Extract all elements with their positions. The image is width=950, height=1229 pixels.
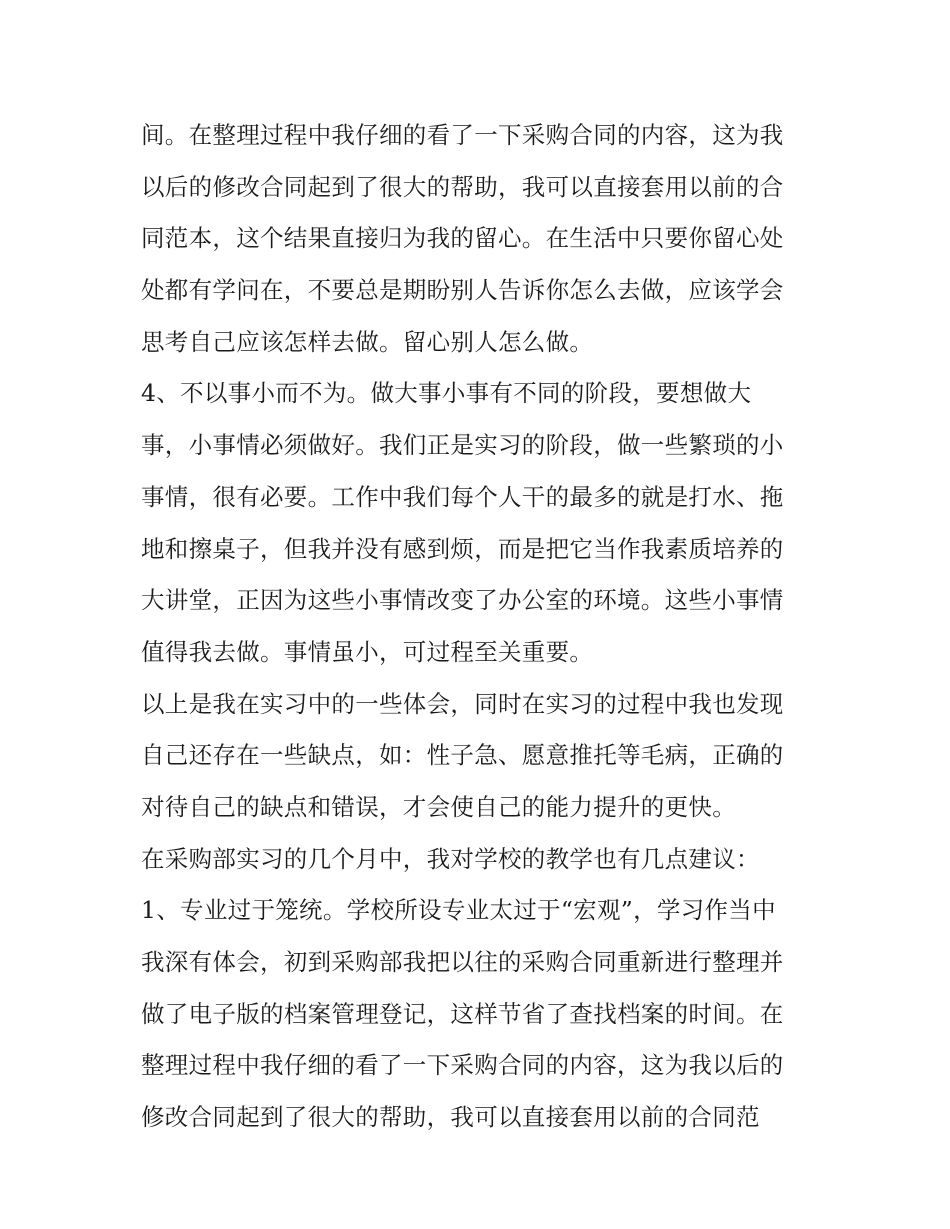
text-line: 整理过程中我仔细的看了一下采购合同的内容，这为我以后的 bbox=[141, 1051, 784, 1080]
text-line: 间。在整理过程中我仔细的看了一下采购合同的内容，这为我 bbox=[141, 121, 784, 149]
text-line: 对待自己的缺点和错误，才会使自己的能力提升的更快。 bbox=[141, 792, 736, 821]
body-text bbox=[141, 110, 821, 1144]
text-line: 4、不以事小而不为。做大事小事有不同的阶段，要想做大 bbox=[141, 379, 752, 408]
text-line: 同范本，这个结果直接归为我的留心。在生活中只要你留心处 bbox=[141, 224, 784, 253]
text-line: 1、专业过于笼统。学校所设专业太过于“宏观”，学习作当中 bbox=[141, 896, 776, 925]
text-line: 事情，很有必要。工作中我们每个人干的最多的就是打水、拖 bbox=[141, 482, 784, 511]
text-line: 地和擦桌子，但我并没有感到烦，而是把它当作我素质培养的 bbox=[141, 534, 784, 563]
text-line: 在采购部实习的几个月中，我对学校的教学也有几点建议： bbox=[141, 844, 760, 873]
text-line: 以后的修改合同起到了很大的帮助，我可以直接套用以前的合 bbox=[141, 172, 784, 201]
text-line: 我深有体会，初到采购部我把以往的采购合同重新进行整理并 bbox=[141, 948, 784, 976]
text-line: 以上是我在实习中的一些体会，同时在实习的过程中我也发现 bbox=[141, 689, 784, 718]
text-line: 处都有学问在，不要总是期盼别人告诉你怎么去做，应该学会 bbox=[141, 276, 784, 305]
text-line: 思考自己应该怎样去做。留心别人怎么做。 bbox=[141, 327, 594, 356]
text-line: 大讲堂，正因为这些小事情改变了办公室的环境。这些小事情 bbox=[141, 586, 784, 615]
text-line: 修改合同起到了很大的帮助，我可以直接套用以前的合同范 bbox=[141, 1103, 760, 1132]
text-line: 自己还存在一些缺点，如：性子急、愿意推托等毛病，正确的 bbox=[141, 741, 784, 770]
text-line: 事，小事情必须做好。我们正是实习的阶段，做一些繁琐的小 bbox=[141, 431, 784, 460]
text-line: 值得我去做。事情虽小，可过程至关重要。 bbox=[141, 637, 594, 666]
text-line: 做了电子版的档案管理登记，这样节省了查找档案的时间。在 bbox=[141, 999, 784, 1028]
